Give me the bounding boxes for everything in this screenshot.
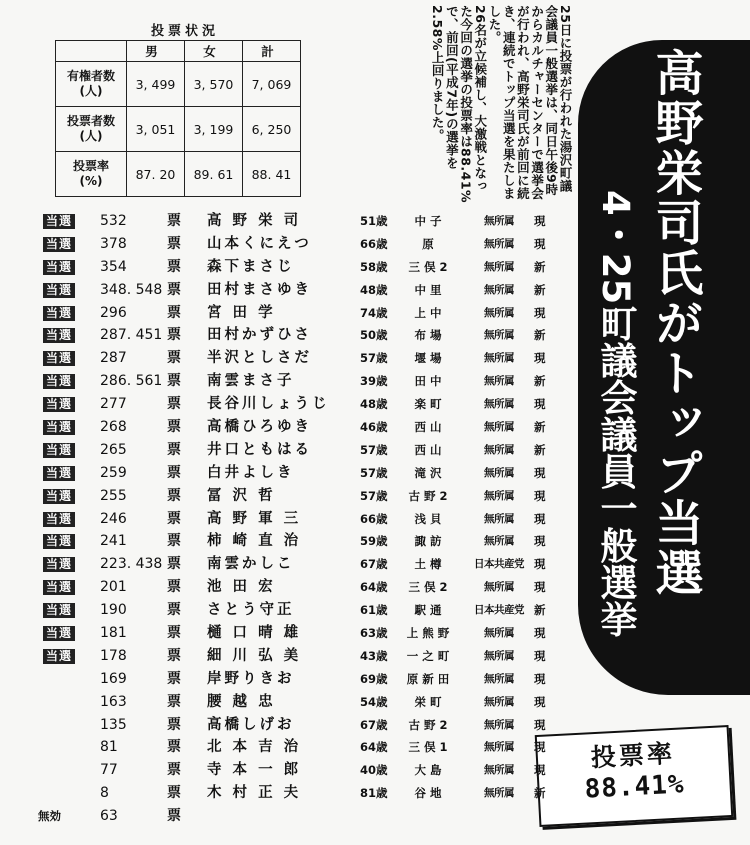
stats-cell: 6, 250 bbox=[243, 107, 301, 152]
elected-badge: 当選 bbox=[43, 351, 75, 366]
candidate-status: 現 bbox=[534, 671, 546, 686]
candidate-party: 無所属 bbox=[484, 421, 514, 434]
vote-unit: 票 bbox=[167, 350, 181, 367]
candidate-age: 66歳 bbox=[360, 511, 388, 526]
result-row bbox=[0, 256, 560, 279]
vote-unit: 票 bbox=[167, 785, 181, 802]
stats-row-label: 有権者数 (人) bbox=[56, 62, 127, 107]
candidate-area: 栄町 bbox=[414, 694, 446, 709]
candidate-age: 66歳 bbox=[360, 236, 388, 251]
stats-cell: 7, 069 bbox=[243, 62, 301, 107]
vote-count: 286. 561 bbox=[100, 373, 163, 390]
candidate-status: 現 bbox=[534, 488, 546, 503]
stats-row-label: 投票率 (%) bbox=[56, 152, 127, 197]
candidate-area: 土樽 bbox=[414, 557, 446, 572]
candidate-party: 無所属 bbox=[484, 535, 514, 548]
candidate-name: 高橋ひろゆき bbox=[207, 419, 312, 436]
result-row bbox=[0, 714, 560, 737]
candidate-status: 新 bbox=[534, 259, 546, 274]
candidate-age: 48歳 bbox=[360, 397, 388, 412]
candidate-name: 井口ともはる bbox=[207, 441, 312, 458]
candidate-party: 無所属 bbox=[484, 306, 514, 319]
candidate-area: 諏訪 bbox=[414, 534, 446, 549]
result-row bbox=[0, 439, 560, 462]
candidate-area: 谷地 bbox=[414, 786, 446, 801]
vote-count: 265 bbox=[100, 441, 127, 458]
candidate-age: 59歳 bbox=[360, 534, 388, 549]
result-row bbox=[0, 347, 560, 370]
stats-cell: 3, 499 bbox=[127, 62, 185, 107]
candidate-area: 駅通 bbox=[414, 603, 446, 618]
stats-cell: 89. 61 bbox=[185, 152, 243, 197]
candidate-age: 54歳 bbox=[360, 694, 388, 709]
vote-count: 348. 548 bbox=[100, 281, 163, 298]
candidate-party: 無所属 bbox=[484, 443, 514, 456]
invalid-row bbox=[0, 805, 560, 828]
result-row bbox=[0, 668, 560, 691]
result-row bbox=[0, 233, 560, 256]
candidate-party: 無所属 bbox=[484, 787, 514, 800]
candidate-party: 無所属 bbox=[484, 283, 514, 296]
elected-badge: 当選 bbox=[43, 374, 75, 389]
turnout-label: 投票率 bbox=[590, 738, 676, 773]
elected-badge: 当選 bbox=[43, 214, 75, 229]
stats-header-total: 計 bbox=[243, 41, 301, 62]
candidate-area: 三俣1 bbox=[408, 740, 452, 755]
result-row bbox=[0, 691, 560, 714]
vote-unit: 票 bbox=[167, 441, 181, 458]
stats-cell: 88. 41 bbox=[243, 152, 301, 197]
candidate-age: 51歳 bbox=[360, 214, 388, 228]
candidate-name: 細 川 弘 美 bbox=[207, 647, 302, 664]
candidate-party: 無所属 bbox=[484, 672, 514, 685]
candidate-age: 48歳 bbox=[360, 282, 388, 297]
candidate-party: 無所属 bbox=[484, 398, 514, 411]
invalid-count: 63 bbox=[100, 808, 118, 825]
candidate-status: 新 bbox=[534, 786, 546, 801]
candidate-status: 現 bbox=[534, 763, 546, 778]
vote-unit: 票 bbox=[167, 647, 181, 664]
vote-unit: 票 bbox=[167, 373, 181, 390]
elected-badge: 当選 bbox=[43, 512, 75, 527]
candidate-status: 新 bbox=[534, 374, 546, 389]
candidate-age: 57歳 bbox=[360, 488, 388, 503]
elected-badge: 当選 bbox=[43, 328, 75, 343]
elected-badge: 当選 bbox=[43, 534, 75, 549]
vote-count: 255 bbox=[100, 487, 127, 504]
elected-badge: 当選 bbox=[43, 397, 75, 412]
candidate-party: 無所属 bbox=[484, 215, 514, 227]
vote-unit: 票 bbox=[167, 556, 181, 573]
candidate-age: 69歳 bbox=[360, 671, 388, 686]
candidate-status: 現 bbox=[534, 580, 546, 595]
elected-badge: 当選 bbox=[43, 237, 75, 252]
candidate-status: 新 bbox=[534, 442, 546, 457]
candidate-age: 81歳 bbox=[360, 786, 388, 801]
vote-unit: 票 bbox=[167, 739, 181, 756]
candidate-area: 三俣2 bbox=[408, 580, 452, 595]
vote-count: 354 bbox=[100, 258, 127, 275]
candidate-name: 高 野 栄 司 bbox=[207, 213, 302, 229]
candidate-status: 現 bbox=[534, 397, 546, 412]
elected-badge: 当選 bbox=[43, 466, 75, 481]
elected-badge: 当選 bbox=[43, 260, 75, 275]
candidate-name: 柿 崎 直 治 bbox=[207, 533, 302, 550]
candidate-area: 中子 bbox=[414, 214, 446, 228]
candidate-status: 現 bbox=[534, 557, 546, 572]
candidate-area: 原新田 bbox=[406, 671, 454, 686]
vote-unit: 票 bbox=[167, 213, 181, 229]
result-row bbox=[0, 530, 560, 553]
vote-unit: 票 bbox=[167, 487, 181, 504]
candidate-party: 無所属 bbox=[484, 352, 514, 365]
headline-sub: 4・25町議会議員一般選挙 bbox=[594, 190, 637, 638]
vote-unit: 票 bbox=[167, 464, 181, 481]
vote-unit: 票 bbox=[167, 281, 181, 298]
candidate-party: 無所属 bbox=[484, 741, 514, 754]
candidate-status: 現 bbox=[534, 648, 546, 663]
result-row bbox=[0, 302, 560, 325]
candidate-party: 無所属 bbox=[484, 695, 514, 708]
vote-count: 223. 438 bbox=[100, 556, 163, 573]
elected-badge: 当選 bbox=[43, 649, 75, 664]
vote-count: 81 bbox=[100, 739, 118, 756]
candidate-status: 現 bbox=[534, 534, 546, 549]
vote-unit: 票 bbox=[167, 693, 181, 710]
stats-header-row bbox=[56, 41, 301, 62]
candidate-age: 61歳 bbox=[360, 603, 388, 618]
candidate-party: 無所属 bbox=[484, 329, 514, 342]
vote-count: 8 bbox=[100, 785, 109, 802]
result-row bbox=[0, 599, 560, 622]
stats-row-voters bbox=[56, 107, 301, 152]
vote-unit: 票 bbox=[167, 625, 181, 642]
elected-badge: 当選 bbox=[43, 489, 75, 504]
candidate-name: 池 田 宏 bbox=[207, 579, 276, 596]
candidate-age: 40歳 bbox=[360, 763, 388, 778]
vote-count: 268 bbox=[100, 419, 127, 436]
vote-unit: 票 bbox=[167, 579, 181, 596]
candidate-party: 無所属 bbox=[484, 627, 514, 640]
vote-count: 169 bbox=[100, 670, 127, 687]
candidate-name: 南雲まさ子 bbox=[207, 373, 295, 390]
candidate-party: 無所属 bbox=[484, 718, 514, 731]
result-row bbox=[0, 210, 560, 233]
candidate-name: さとう守正 bbox=[207, 602, 295, 619]
vote-count: 178 bbox=[100, 647, 127, 664]
candidate-name: 木 村 正 夫 bbox=[207, 785, 302, 802]
candidate-name: 山本くにえつ bbox=[207, 235, 312, 252]
candidate-name: 腰 越 忠 bbox=[207, 693, 276, 710]
candidate-age: 57歳 bbox=[360, 351, 388, 366]
candidate-age: 50歳 bbox=[360, 328, 388, 343]
vote-unit: 票 bbox=[167, 304, 181, 321]
stats-header-male: 男 bbox=[127, 41, 185, 62]
stats-row-rate bbox=[56, 152, 301, 197]
vote-unit: 票 bbox=[167, 396, 181, 413]
stats-cell: 3, 199 bbox=[185, 107, 243, 152]
candidate-status: 現 bbox=[534, 511, 546, 526]
result-row bbox=[0, 508, 560, 531]
candidate-age: 74歳 bbox=[360, 305, 388, 320]
vote-count: 287 bbox=[100, 350, 127, 367]
vote-unit: 票 bbox=[167, 762, 181, 779]
vote-unit: 票 bbox=[167, 716, 181, 733]
vote-count: 77 bbox=[100, 762, 118, 779]
result-row bbox=[0, 370, 560, 393]
vote-unit: 票 bbox=[167, 670, 181, 687]
candidate-age: 39歳 bbox=[360, 374, 388, 389]
vote-count: 163 bbox=[100, 693, 127, 710]
candidate-area: 一之町 bbox=[406, 648, 454, 663]
candidate-status: 現 bbox=[534, 305, 546, 320]
candidate-area: 浅貝 bbox=[414, 511, 446, 526]
turnout-stats-table bbox=[55, 40, 301, 197]
candidate-party: 無所属 bbox=[484, 649, 514, 662]
candidate-party: 無所属 bbox=[484, 489, 514, 502]
stats-cell: 3, 051 bbox=[127, 107, 185, 152]
stats-row-label: 投票者数 (人) bbox=[56, 107, 127, 152]
stats-cell: 87. 20 bbox=[127, 152, 185, 197]
elected-badge: 当選 bbox=[43, 420, 75, 435]
candidate-status: 現 bbox=[534, 740, 546, 755]
result-row bbox=[0, 393, 560, 416]
stats-title: 投票状況 bbox=[150, 24, 219, 39]
result-row bbox=[0, 622, 560, 645]
stats-cell: 3, 570 bbox=[185, 62, 243, 107]
vote-count: 181 bbox=[100, 625, 127, 642]
elected-badge: 当選 bbox=[43, 626, 75, 641]
turnout-value: 88.41% bbox=[583, 769, 686, 805]
vote-count: 190 bbox=[100, 602, 127, 619]
candidate-name: 北 本 吉 治 bbox=[207, 739, 302, 756]
candidate-area: 楽町 bbox=[414, 397, 446, 412]
candidate-status: 現 bbox=[534, 465, 546, 480]
candidate-name: 冨 沢 哲 bbox=[207, 487, 276, 504]
vote-count: 246 bbox=[100, 510, 127, 527]
candidate-area: 原 bbox=[422, 236, 438, 251]
result-row bbox=[0, 324, 560, 347]
result-row bbox=[0, 485, 560, 508]
vote-count: 287. 451 bbox=[100, 327, 163, 344]
stats-header-female: 女 bbox=[185, 41, 243, 62]
turnout-box bbox=[535, 725, 734, 827]
vote-unit: 票 bbox=[167, 235, 181, 252]
vote-count: 378 bbox=[100, 235, 127, 252]
candidate-status: 現 bbox=[534, 236, 546, 251]
elected-badge: 当選 bbox=[43, 283, 75, 298]
candidate-name: 樋 口 晴 雄 bbox=[207, 625, 302, 642]
result-row bbox=[0, 416, 560, 439]
candidate-party: 無所属 bbox=[484, 764, 514, 777]
candidate-area: 上中 bbox=[414, 305, 446, 320]
result-row bbox=[0, 645, 560, 668]
candidate-party: 無所属 bbox=[484, 260, 514, 273]
candidate-status: 現 bbox=[534, 694, 546, 709]
result-row bbox=[0, 759, 560, 782]
result-row bbox=[0, 279, 560, 302]
candidate-age: 58歳 bbox=[360, 259, 388, 274]
result-row bbox=[0, 782, 560, 805]
candidate-area: 上熊野 bbox=[406, 626, 454, 641]
candidate-age: 64歳 bbox=[360, 580, 388, 595]
candidate-age: 67歳 bbox=[360, 717, 388, 732]
candidate-age: 67歳 bbox=[360, 557, 388, 572]
candidate-area: 古野2 bbox=[408, 717, 452, 732]
invalid-label: 無効 bbox=[38, 809, 61, 824]
vote-unit: 票 bbox=[167, 808, 181, 825]
vote-count: 296 bbox=[100, 304, 127, 321]
vote-unit: 票 bbox=[167, 602, 181, 619]
candidate-age: 46歳 bbox=[360, 420, 388, 435]
candidate-party: 無所属 bbox=[484, 466, 514, 479]
candidate-party: 日本共産党 bbox=[474, 604, 524, 617]
candidate-age: 57歳 bbox=[360, 465, 388, 480]
candidate-party: 無所属 bbox=[484, 375, 514, 388]
candidate-status: 現 bbox=[534, 717, 546, 732]
candidate-name: 高 野 軍 三 bbox=[207, 510, 302, 527]
vote-unit: 票 bbox=[167, 419, 181, 436]
candidate-age: 43歳 bbox=[360, 648, 388, 663]
elected-badge: 当選 bbox=[43, 580, 75, 595]
candidate-name: 田村まさゆき bbox=[207, 281, 312, 298]
candidate-age: 63歳 bbox=[360, 626, 388, 641]
elected-badge: 当選 bbox=[43, 443, 75, 458]
candidate-party: 日本共産党 bbox=[474, 558, 524, 571]
candidate-status: 現 bbox=[534, 351, 546, 366]
candidate-area: 田中 bbox=[414, 374, 446, 389]
elected-badge: 当選 bbox=[43, 306, 75, 321]
candidate-party: 無所属 bbox=[484, 581, 514, 594]
candidate-area: 布場 bbox=[414, 328, 446, 343]
result-row bbox=[0, 553, 560, 576]
headline-main: 高野栄司氏がトップ当選 bbox=[647, 48, 703, 598]
vote-unit: 票 bbox=[167, 327, 181, 344]
results-list bbox=[0, 210, 560, 828]
candidate-area: 三俣2 bbox=[408, 259, 452, 274]
result-row bbox=[0, 736, 560, 759]
candidate-name: 岸野りきお bbox=[207, 670, 295, 687]
elected-badge: 当選 bbox=[43, 557, 75, 572]
result-row bbox=[0, 576, 560, 599]
candidate-status: 新 bbox=[534, 328, 546, 343]
candidate-area: 大島 bbox=[414, 763, 446, 778]
candidate-party: 無所属 bbox=[484, 512, 514, 525]
vote-count: 135 bbox=[100, 716, 127, 733]
stats-row-eligible bbox=[56, 62, 301, 107]
result-row bbox=[0, 462, 560, 485]
elected-badge: 当選 bbox=[43, 603, 75, 618]
candidate-area: 西山 bbox=[414, 420, 446, 435]
vote-unit: 票 bbox=[167, 510, 181, 527]
candidate-name: 半沢としさだ bbox=[207, 350, 312, 367]
candidate-name: 寺 本 一 郎 bbox=[207, 762, 302, 779]
vote-count: 277 bbox=[100, 396, 127, 413]
vote-count: 201 bbox=[100, 579, 127, 596]
candidate-name: 白井よしき bbox=[207, 464, 295, 481]
vote-unit: 票 bbox=[167, 533, 181, 550]
vote-count: 259 bbox=[100, 464, 127, 481]
candidate-area: 堰場 bbox=[414, 351, 446, 366]
candidate-status: 新 bbox=[534, 420, 546, 435]
candidate-name: 田村かずひさ bbox=[207, 327, 312, 344]
article-text: 25日に投票が行われた湯沢町議会議員一般選挙は、同日午後9時からカルチャーセンターで選挙会が行われ、高野栄司氏が前回に続き、連続でトップ当選を果たしました。 26名が立候補し、大激戦となった今回の選挙の投票率は88.41%で、前回(平成7年)の選挙を2.58%上回りました。 bbox=[430, 5, 573, 204]
candidate-name: 森下まさじ bbox=[207, 258, 295, 275]
vote-count: 532 bbox=[100, 213, 127, 229]
vote-unit: 票 bbox=[167, 258, 181, 275]
candidate-area: 古野2 bbox=[408, 488, 452, 503]
candidate-name: 長谷川しょうじ bbox=[207, 396, 330, 413]
candidate-age: 57歳 bbox=[360, 442, 388, 457]
vote-count: 241 bbox=[100, 533, 127, 550]
candidate-age: 64歳 bbox=[360, 740, 388, 755]
candidate-name: 高橋しげお bbox=[207, 716, 295, 733]
stats-corner-cell bbox=[56, 41, 127, 62]
candidate-area: 西山 bbox=[414, 442, 446, 457]
candidate-area: 中里 bbox=[414, 282, 446, 297]
candidate-party: 無所属 bbox=[484, 237, 514, 250]
candidate-status: 新 bbox=[534, 282, 546, 297]
candidate-status: 現 bbox=[534, 214, 546, 228]
candidate-name: 南雲かしこ bbox=[207, 556, 295, 573]
candidate-area: 滝沢 bbox=[414, 465, 446, 480]
candidate-status: 新 bbox=[534, 603, 546, 618]
candidate-status: 現 bbox=[534, 626, 546, 641]
candidate-name: 宮 田 学 bbox=[207, 304, 276, 321]
